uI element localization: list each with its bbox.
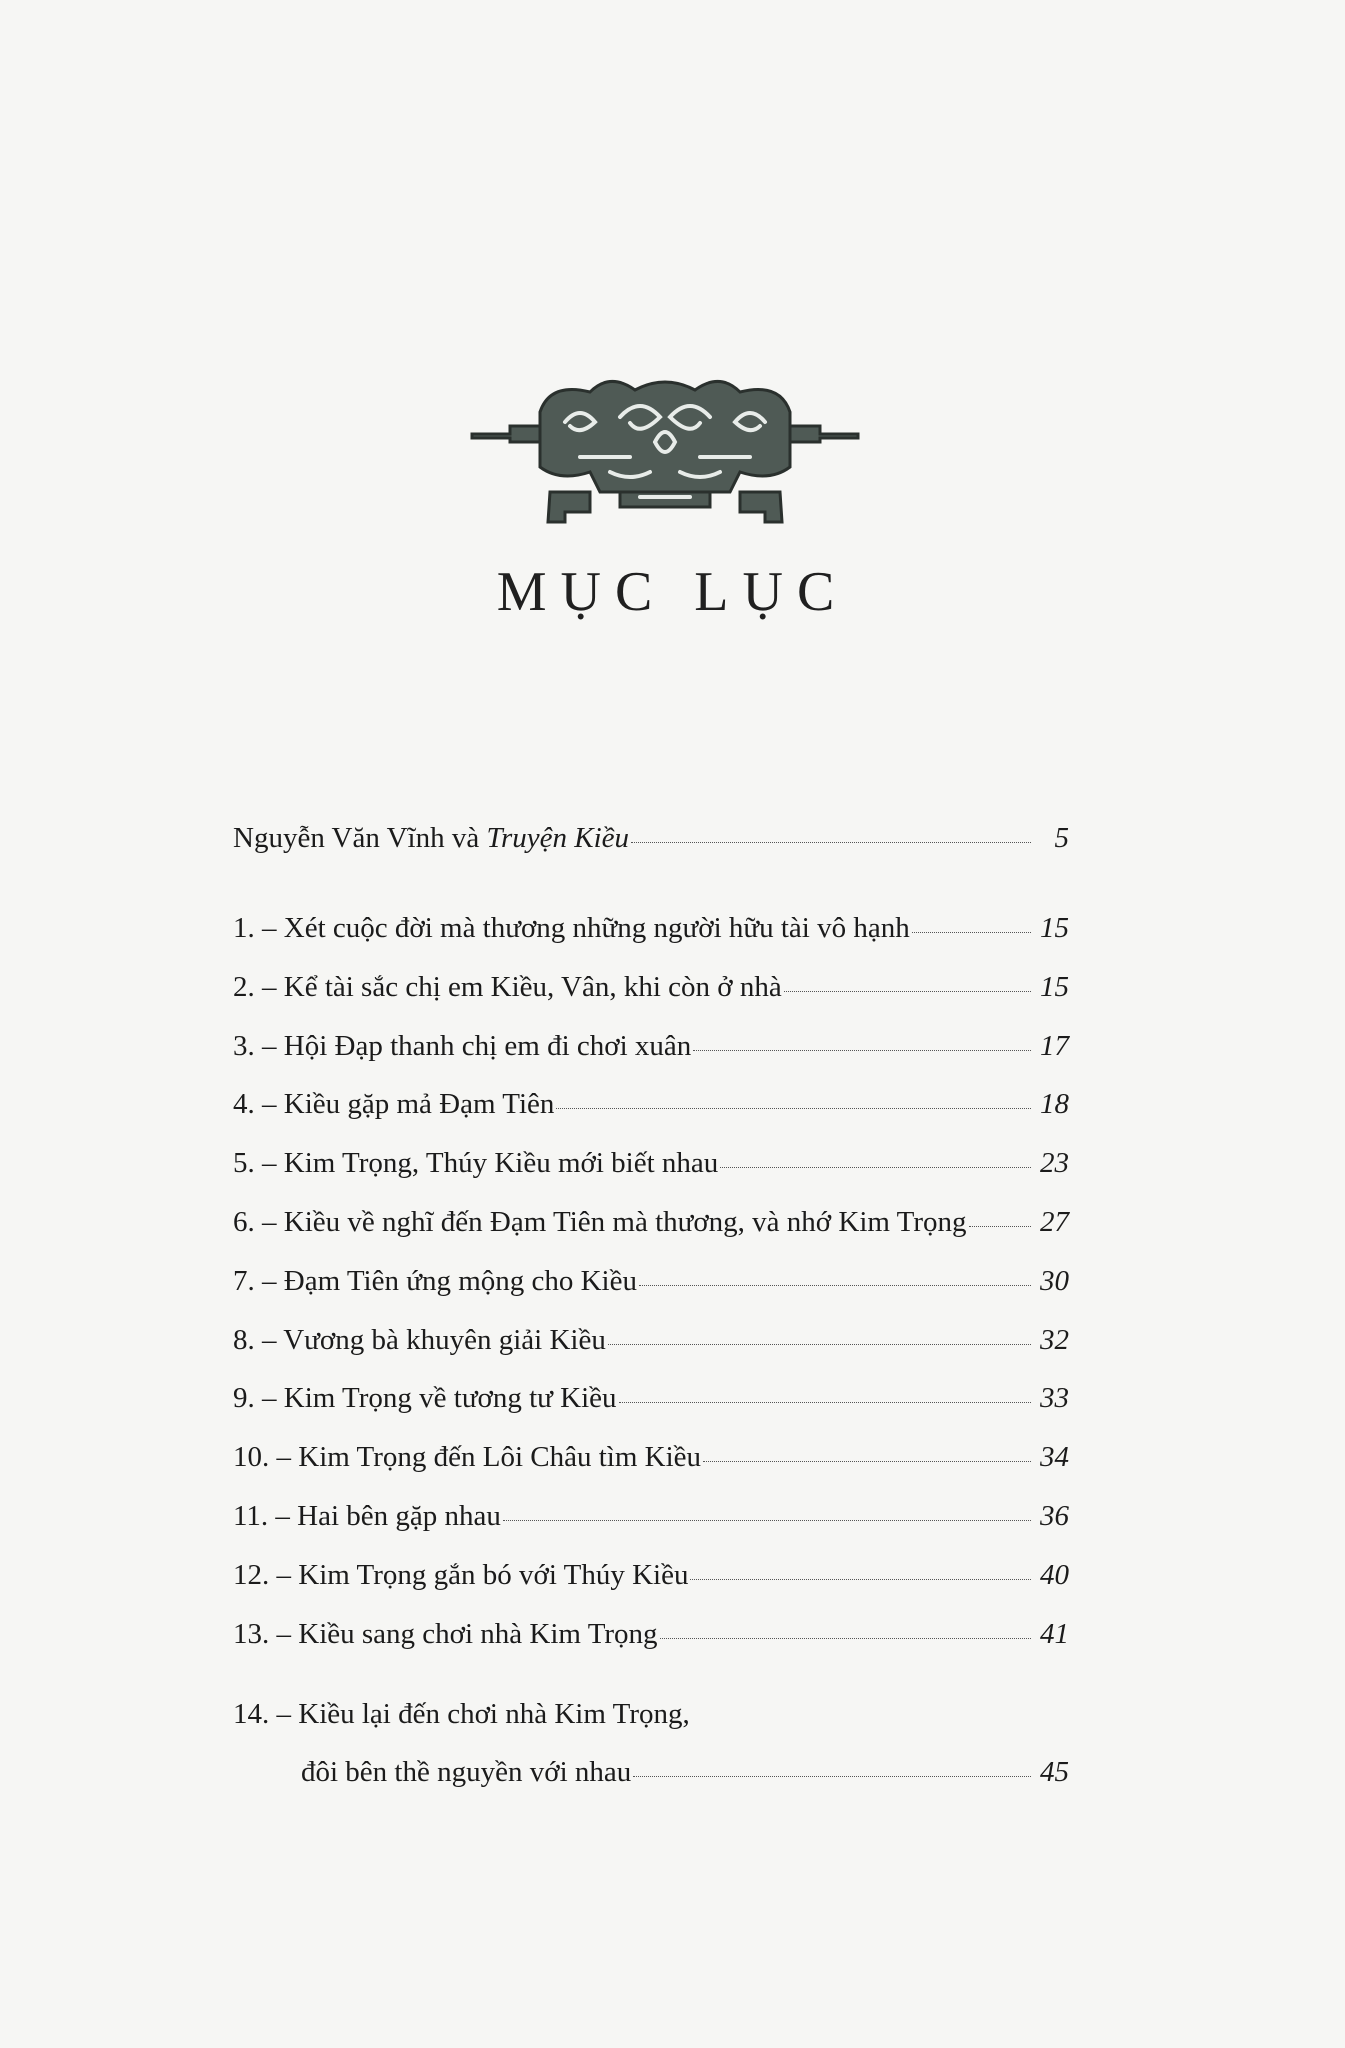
dotted-leader: [631, 841, 1031, 843]
toc-page-number: 23: [1040, 1147, 1069, 1180]
dotted-leader: [703, 1460, 1031, 1462]
toc-entry[interactable]: [233, 1086, 1069, 1122]
toc-entry[interactable]: [233, 910, 1069, 946]
toc-entry[interactable]: [233, 1028, 1069, 1064]
toc-entry-title: 7. – Đạm Tiên ứng mộng cho Kiều: [233, 1264, 637, 1297]
toc-entry-title: 5. – Kim Trọng, Thúy Kiều mới biết nhau: [233, 1147, 719, 1180]
dotted-leader: [633, 1775, 1031, 1777]
toc-entry-title: Nguyễn Văn Vĩnh và Truyện Kiều: [233, 822, 630, 854]
toc-entry[interactable]: [233, 1557, 1069, 1593]
toc-page-number: 45: [1040, 1756, 1069, 1788]
toc-entry-intro[interactable]: [233, 820, 1069, 856]
toc-entry-title: 13. – Kiều sang chơi nhà Kim Trọng: [233, 1617, 658, 1650]
toc-page-number: 34: [1040, 1441, 1069, 1474]
toc-page-number: 36: [1040, 1500, 1069, 1532]
decorative-cloud-ornament-icon: [470, 372, 860, 552]
toc-entry-title: 1. – Xét cuộc đời mà thương những người hữu tài vô hạnh: [233, 912, 910, 944]
toc-entry[interactable]: [233, 1322, 1069, 1358]
toc-page-number: 5: [1054, 822, 1069, 854]
toc-entry-title: 4. – Kiều gặp mả Đạm Tiên: [233, 1088, 555, 1121]
toc-entry-title-continued: đôi bên thề nguyền với nhau: [301, 1756, 632, 1788]
dotted-leader: [639, 1284, 1031, 1286]
toc-entry[interactable]: [233, 1263, 1069, 1299]
toc-entry-title: 14. – Kiều lại đến chơi nhà Kim Trọng,: [233, 1698, 690, 1730]
toc-page-number: 17: [1040, 1029, 1069, 1062]
dotted-leader: [660, 1637, 1031, 1639]
toc-entry-title: 6. – Kiều về nghĩ đến Đạm Tiên mà thương, và nhớ Kim Trọng: [233, 1206, 967, 1238]
toc-page-number: 15: [1040, 970, 1069, 1003]
dotted-leader: [619, 1401, 1031, 1403]
dotted-leader: [608, 1343, 1031, 1345]
toc-page-number: 18: [1040, 1088, 1069, 1121]
page-title: MỤC LỤC: [496, 561, 849, 623]
toc-page-number: 30: [1040, 1264, 1069, 1297]
toc-entry[interactable]: [233, 1616, 1069, 1652]
dotted-leader: [969, 1225, 1031, 1227]
dotted-leader: [720, 1166, 1031, 1168]
toc-entry-title: 3. – Hội Đạp thanh chị em đi chơi xuân: [233, 1029, 692, 1062]
toc-page-number: 32: [1040, 1323, 1069, 1356]
dotted-leader: [912, 931, 1031, 933]
dotted-leader: [690, 1578, 1031, 1580]
toc-entry[interactable]: [233, 1145, 1069, 1181]
toc-entry[interactable]: [233, 969, 1069, 1005]
dotted-leader: [503, 1519, 1031, 1521]
toc-page-number: 27: [1040, 1206, 1069, 1238]
toc-page-number: 41: [1040, 1617, 1069, 1650]
toc-entry[interactable]: [233, 1498, 1069, 1534]
toc-entry[interactable]: [233, 1380, 1069, 1416]
toc-entry-title: 9. – Kim Trọng về tương tư Kiều: [233, 1382, 617, 1415]
toc-page-number: 40: [1040, 1558, 1069, 1591]
toc-entry-title: 11. – Hai bên gặp nhau: [233, 1500, 501, 1532]
toc-entry[interactable]: [233, 1204, 1069, 1240]
toc-entry[interactable]: [233, 1439, 1069, 1475]
toc-entry-title: 8. – Vương bà khuyên giải Kiều: [233, 1323, 606, 1356]
dotted-leader: [556, 1107, 1031, 1109]
dotted-leader: [693, 1049, 1031, 1051]
toc-entry-title: 12. – Kim Trọng gắn bó với Thúy Kiều: [233, 1558, 689, 1591]
toc-page-number: 33: [1040, 1382, 1069, 1415]
dotted-leader: [784, 990, 1031, 992]
toc-entry-14[interactable]: [233, 1696, 1069, 1790]
toc-entry-title: 2. – Kể tài sắc chị em Kiều, Vân, khi còn ở nhà: [233, 970, 782, 1003]
toc-page-number: 15: [1040, 912, 1069, 944]
toc-entry-title: 10. – Kim Trọng đến Lôi Châu tìm Kiều: [233, 1441, 702, 1474]
